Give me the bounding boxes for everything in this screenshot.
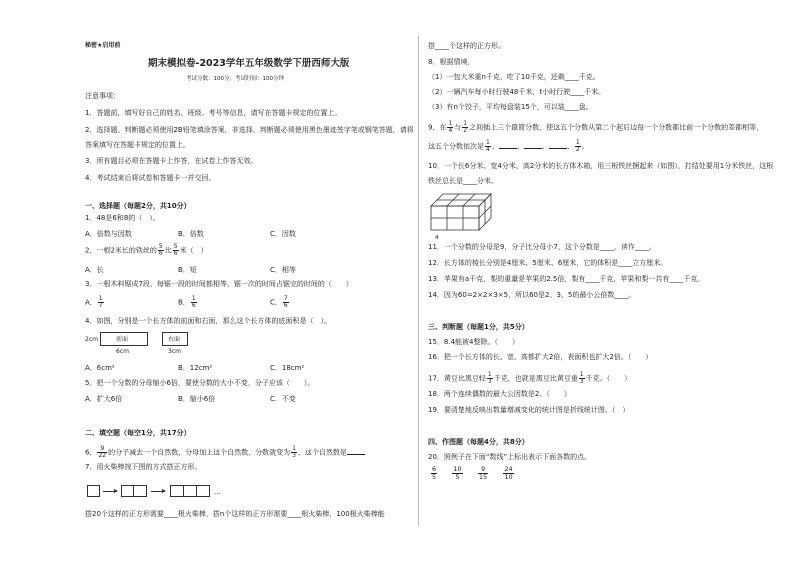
question-10: 10．一个长6分米、宽4分米，高2分米的长方体木箱，用三根铁丝捆起来（如图），打结处要用1分米铁丝，这根 (428, 162, 774, 170)
q2-option-b: B．短 (178, 266, 197, 274)
question-11: 11．一个分数的分母是9，分子比分母小7，这个分数是____，读作____。 (428, 243, 656, 251)
note-4: 4．考试结束后将试卷和答题卡一并交回。 (85, 174, 216, 182)
q2-option-c: C．相等 (270, 266, 296, 274)
note-2-cont: 答案填写在答题卡规定的位置上。 (85, 141, 190, 149)
q3-option-c: C． $\frac{7}{6}$ (270, 295, 288, 309)
question-10-line2: 铁丝总长是____分米。 (428, 177, 498, 185)
question-3: 3．一根木料锯成7段，每锯一段的时间都相等，锯一次的时间占锯完的时间的（ ） (85, 280, 353, 288)
question-15: 15．8.4能被4整除。（ ） (428, 338, 519, 346)
q5-option-a: A．扩大6倍 (85, 395, 123, 403)
q1-option-b: B．倍数 (178, 230, 204, 238)
square-2b (133, 485, 147, 497)
fraction: $\frac{5}{6}$ (173, 243, 178, 257)
cuboid-figure (429, 190, 499, 236)
square-3b (183, 485, 197, 497)
ellipsis: … (214, 488, 221, 496)
question-4: 4．如图，分别是一个长方体的前面和右面，那么这个长方体的底面积是（ ）。 (85, 317, 331, 325)
q1-option-c: C．因数 (270, 230, 296, 238)
question-9-line2: 这五个分数依次是 $\frac{1}{4}$ 、 、 、 、 $\frac{1}{2}$ 。 (428, 139, 589, 153)
column-divider (418, 36, 419, 526)
note-3: 3．所有题目必须在答题卡上作答，在试卷上作答无效。 (85, 157, 258, 165)
question-18: 18．两个连续偶数的最大公因数是2。（ ） (428, 390, 571, 398)
question-20: 20．照例子在下面“数线”上标出表示下面各数的点。 (428, 453, 592, 461)
page-title: 期末模拟卷-2023学年五年级数学下册西师大版 (148, 58, 350, 69)
section-3-heading: 三、判断题（每题1分，共5分） (428, 323, 529, 331)
section-2-heading: 二、填空题（每空1分，共17分） (85, 429, 191, 437)
question-17: 17．黄豆比黑豆轻 $\frac{1}{3}$ 千克，也就是黑豆比黄豆重 $\frac{1}{3}$ 千克。（ ） (428, 371, 632, 385)
note-1: 1．答题前，填写好自己的姓名、班级、考号等信息，请写在答题卡规定的位置上。 (85, 109, 342, 117)
q4-option-b: B．12cm² (178, 364, 213, 372)
q8-item-3: （3）有n个饺子，平均每盘装15个，可以装____盘。 (428, 103, 593, 111)
q8-item-1: （1）一包大米重n千克，吃了10千克，还剩____千克。 (428, 73, 600, 81)
question-9: 9．在 $\frac{1}{4}$ 与 $\frac{1}{2}$ 之间插上三个最简分数，使这五个分数从第二个起后边每一个分数都比前一个分数的差都相等， (428, 120, 764, 134)
question-16: 16．把一个长方体的长、宽、高都扩大2倍，表面积也扩大2倍。（ ） (428, 353, 653, 361)
front-width-label: 6cm (116, 348, 129, 355)
q1-option-a: A．倍数与因数 (85, 230, 132, 238)
right-column (421, 0, 794, 562)
q4-option-a: A．6cm² (85, 364, 115, 372)
square-3a (170, 485, 184, 497)
question-12: 12．长方体的棱长分别是4厘米、5厘米、6厘米，它的体积是____立方厘米。 (428, 259, 668, 267)
arrow-1 (103, 491, 117, 492)
front-face-label: 前面 (116, 336, 129, 343)
number-2: $\frac{10}{5}$ (453, 465, 462, 481)
question-1: 1．48是6和8的（ ）。 (85, 214, 160, 222)
exam-info: 考试分数：100分；考试时间：100分钟 (186, 76, 284, 82)
q7-continued: 搭____个这样的正方形。 (428, 42, 505, 50)
q5-option-b: B．缩小6倍 (178, 395, 216, 403)
question-8: 8．根据情境， (428, 58, 475, 66)
fraction: $\frac{5}{6}$ (158, 243, 163, 257)
section-4-heading: 四、作图题（每题4分，共8分） (428, 438, 529, 446)
question-6: 6． $\frac{9}{22}$ 的分子减去一个自然数，分母加上这个自然数，分数就变为 $\frac{1}{3}$ ，这个自然数是 (85, 446, 365, 459)
square-1 (87, 485, 100, 497)
question-7: 7．用火柴棒按下图的方式搭正方形。 (85, 463, 202, 471)
question-19: 19．要清楚地反映出数量增减变化的统计图是折线统计图。（ ） (428, 406, 630, 414)
question-13: 13．苹果有a千克，梨的重量是苹果的2.5倍，梨有____千克，苹果和梨一共有____千克。 (428, 275, 705, 283)
cuboid-label: 4 (435, 235, 439, 241)
number-3: $\frac{9}{15}$ (478, 465, 488, 481)
note-2: 2．选择题、判断题必须使用2B铅笔填涂答案，非选择、判断题必须使用黑色墨迹签字笔或钢笔答题，请将 (85, 126, 414, 134)
q3-option-a: A． $\frac{1}{7}$ (85, 295, 103, 309)
question-5: 5．把一个分数的分母缩小6倍，要使分数的大小不变，分子应该（ ）。 (85, 379, 315, 387)
question-14: 14．因为60=2×2×3×5，所以60是2、3、5的最小公倍数____。 (428, 291, 636, 299)
right-width-label: 3cm (168, 348, 181, 355)
number-list (430, 466, 515, 480)
q8-item-2: （2）一辆汽车每小时行驶48千米，t小时行驶____千米。 (428, 88, 606, 96)
q4-option-c: C．18cm² (270, 364, 305, 372)
q2-option-a: A．长 (85, 266, 104, 274)
q3-option-b: B． $\frac{1}{6}$ (178, 295, 196, 309)
question-7-tail: 搭20个这样的正方形需要____根火柴棒，搭n个这样的正方形需要____根火柴棒，100根火柴棒能 (85, 510, 385, 518)
notes-heading: 注意事项： (85, 92, 120, 100)
number-1: $\frac{6}{5}$ (432, 465, 437, 481)
secret-label: 秘密★启用前 (85, 42, 121, 49)
right-face-label: 右面 (168, 336, 181, 343)
section-1-heading: 一、选择题（每题2分，共10分） (85, 202, 191, 210)
q5-option-c: C．不变 (270, 395, 296, 403)
question-2: 2．一根2米长的铁丝的 $\frac{5}{6}$ 比 $\frac{5}{6}$ 米（ ） (85, 243, 208, 257)
number-4: $\frac{24}{10}$ (504, 465, 513, 481)
arrow-2 (151, 491, 165, 492)
fig4-height-label: 2cm (85, 336, 98, 343)
square-3c (196, 485, 210, 497)
